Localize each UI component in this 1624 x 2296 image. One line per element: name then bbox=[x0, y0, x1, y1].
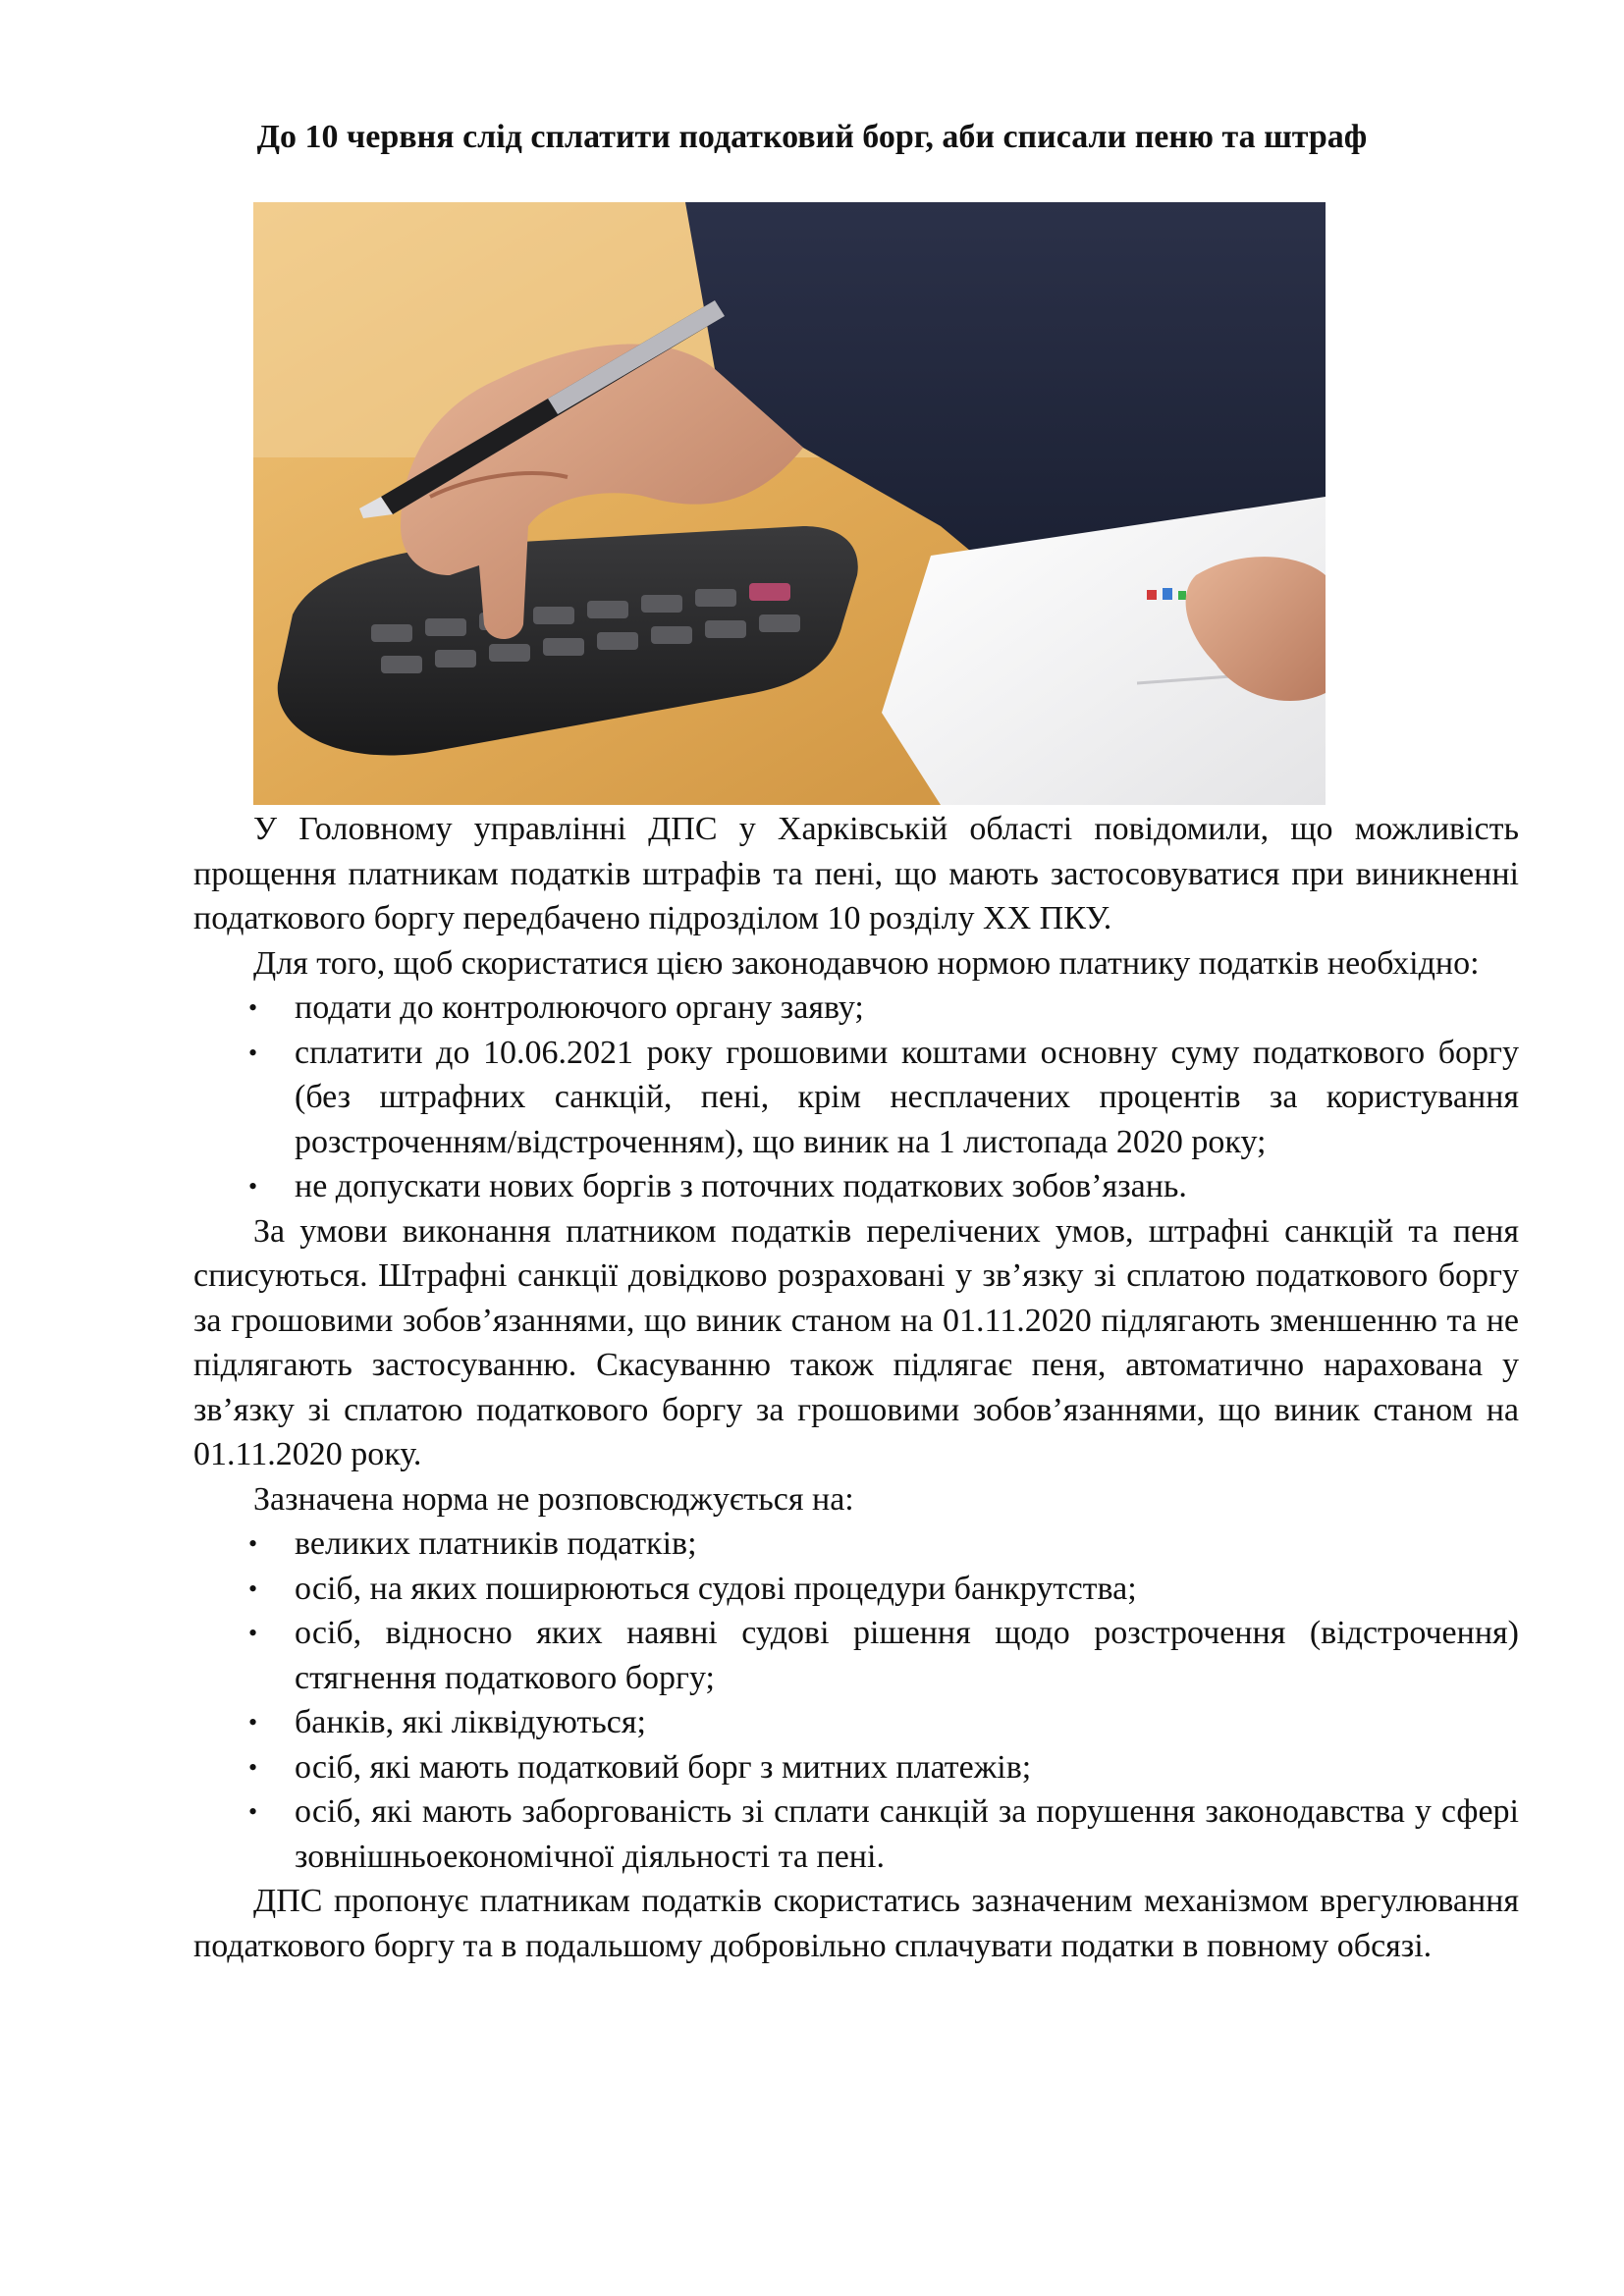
page-title: До 10 червня слід сплатити податковий борг, аби списали пеню та штраф bbox=[256, 119, 1368, 155]
paragraph-conditions: За умови виконання платником податків перелічених умов, штрафні санкцій та пеня списуються. Штрафні санкції довідково розраховані у зв’язку зі сплатою податкового боргу за грошовими зобов’язаннями, що виник станом на 01.11.2020 підлягають зменшенню та не підлягають застосуванню. Скасуванню також підлягає пеня, автоматично нарахована у зв’язку зі сплатою податкового боргу за грошовими зобов’язаннями, що виник станом на 01.11.2020 року. bbox=[193, 1212, 1519, 1472]
list-item bbox=[193, 1700, 1519, 1745]
bullet-icon: • bbox=[248, 1752, 258, 1782]
paragraph-intro: У Головному управлінні ДПС у Харківській області повідомили, що можливість прощення платникам податків штрафів та пені, що мають застосовуватися при виникненні податкового боргу передбачено підрозділом 10 розділу ХХ ПКУ. bbox=[193, 811, 1519, 936]
list-item-text: подати до контролюючого органу заяву; bbox=[295, 989, 864, 1026]
paragraph-requirements: Для того, щоб скористатися цією законодавчою нормою платнику податків необхідно: bbox=[253, 944, 1480, 982]
bullet-icon: • bbox=[248, 1529, 258, 1558]
bullet-icon: • bbox=[248, 1797, 258, 1826]
list-item-text: не допускати нових боргів з поточних податкових зобов’язань. bbox=[295, 1168, 1187, 1204]
list-item-text: великих платників податків; bbox=[295, 1525, 697, 1562]
exclusions-list bbox=[193, 1522, 1519, 1879]
bullet-icon: • bbox=[248, 1172, 258, 1201]
list-item-text: осіб, відносно яких наявні судові рішення щодо розстрочення (відстрочення) стягнення податкового боргу; bbox=[295, 1615, 1519, 1696]
bullet-icon: • bbox=[248, 993, 258, 1022]
list-item-text: осіб, які мають податковий борг з митних платежів; bbox=[295, 1748, 1032, 1786]
list-item bbox=[193, 1611, 1519, 1700]
bullet-icon: • bbox=[248, 1038, 258, 1067]
bullet-icon: • bbox=[248, 1708, 258, 1736]
list-item bbox=[193, 1567, 1519, 1612]
list-item bbox=[193, 1789, 1519, 1879]
list-item bbox=[193, 1164, 1519, 1209]
bullet-icon: • bbox=[248, 1619, 258, 1647]
calculator-pen-hand-icon bbox=[253, 202, 1326, 805]
list-item-text: сплатити до 10.06.2021 року грошовими коштами основну суму податкового боргу (без штрафних санкцій, пені, крім несплачених процентів за користування розстроченням/відстроченням), що виник на 1 листопада 2020 року; bbox=[295, 1034, 1519, 1160]
list-item bbox=[193, 1031, 1519, 1165]
list-item-text: осіб, які мають заборгованість зі сплати санкцій за порушення законодавства у сфері зовнішньоекономічної діяльності та пені. bbox=[295, 1793, 1519, 1875]
bullet-icon: • bbox=[248, 1574, 258, 1603]
list-item bbox=[193, 1745, 1519, 1790]
list-item-text: банків, які ліквідуються; bbox=[295, 1704, 646, 1740]
paragraph-exclusions: Зазначена норма не розповсюджується на: bbox=[253, 1480, 854, 1518]
requirements-list bbox=[193, 986, 1519, 1209]
article-body bbox=[193, 807, 1519, 1968]
calculator-photo bbox=[253, 202, 1326, 805]
list-item-text: осіб, на яких поширюються судові процедури банкрутства; bbox=[295, 1570, 1137, 1607]
paragraph-conclusion: ДПС пропонує платникам податків скористатись зазначеним механізмом врегулювання податкового боргу та в подальшому добровільно сплачувати податки в повному обсязі. bbox=[193, 1883, 1519, 1964]
list-item bbox=[193, 1522, 1519, 1567]
list-item bbox=[193, 986, 1519, 1031]
